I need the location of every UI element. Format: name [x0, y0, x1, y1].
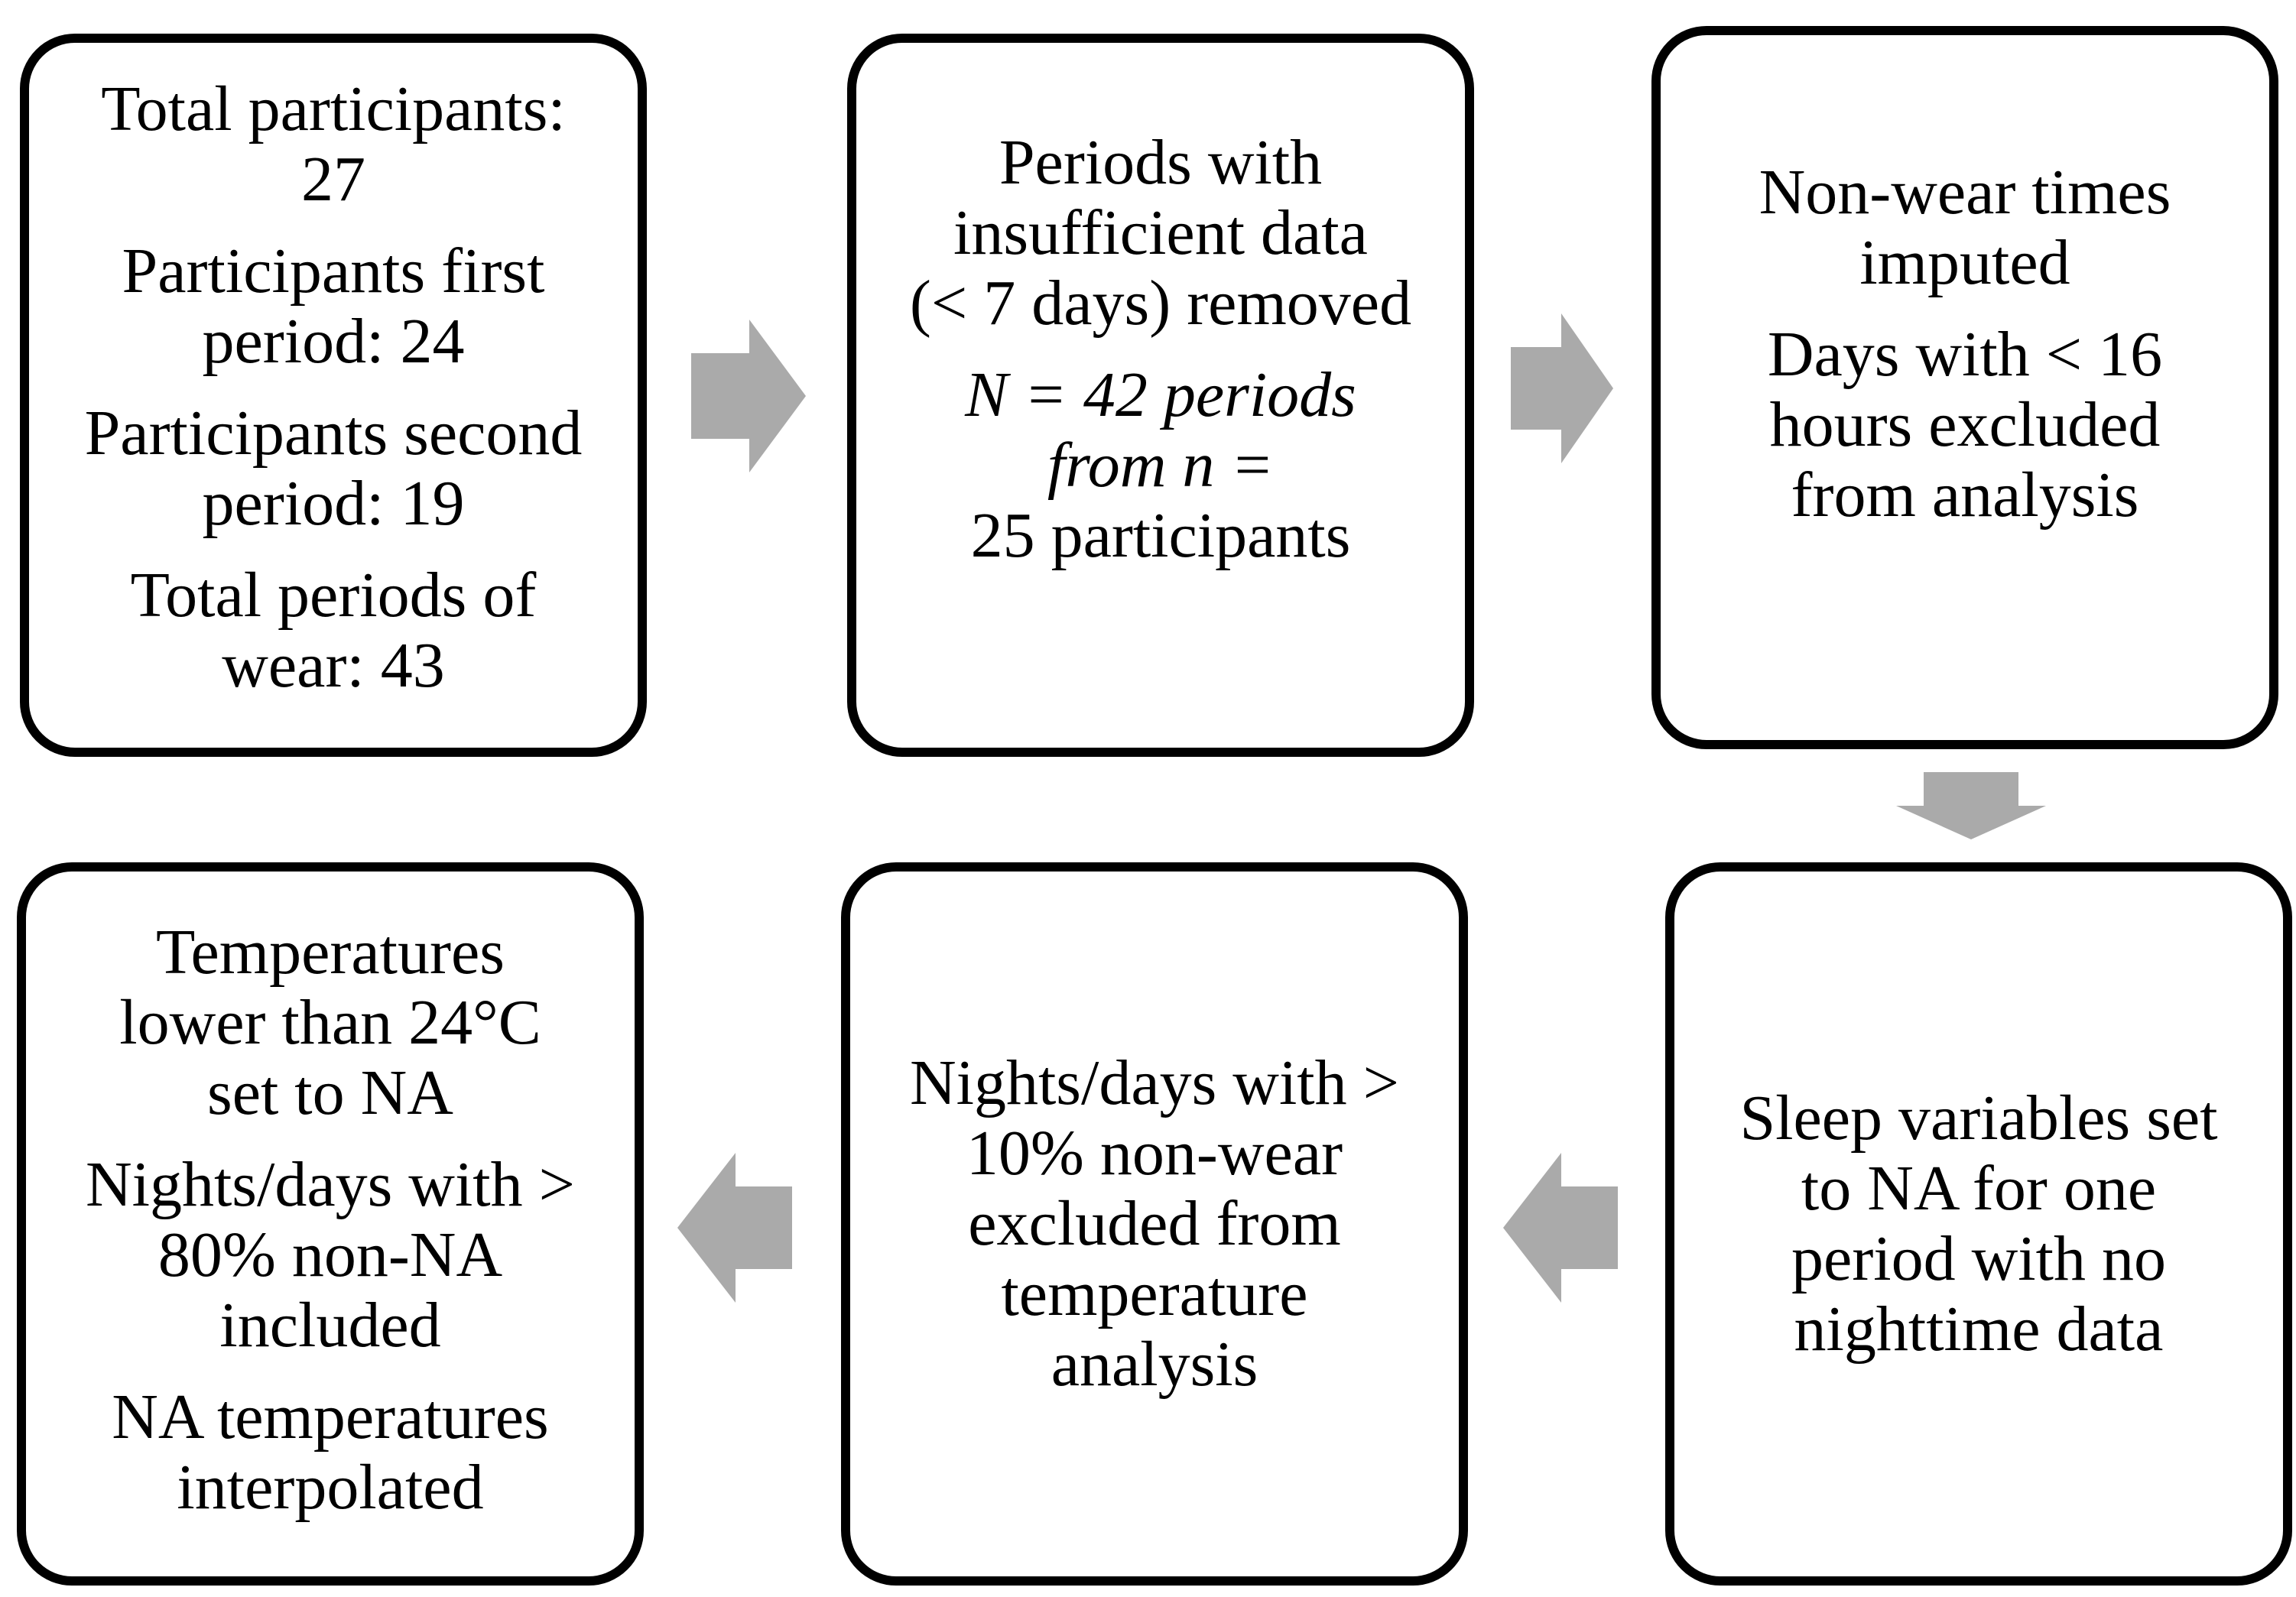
box-line: Nights/days with > — [85, 1149, 576, 1220]
box-line: 27 — [300, 144, 365, 215]
box-line: to NA for one — [1801, 1153, 2157, 1224]
box-line: Non-wear times — [1759, 157, 2171, 228]
para-period-counts — [965, 360, 1356, 571]
para-temperatures-threshold — [119, 917, 541, 1128]
box-line: Days with < 16 — [1767, 319, 2163, 390]
para-days-excluded — [1768, 320, 2162, 531]
box-line: wear: 43 — [222, 630, 445, 701]
box-line: set to NA — [207, 1057, 453, 1128]
box-line: analysis — [1051, 1329, 1258, 1400]
box-line: Participants first — [122, 235, 545, 307]
box-line: from analysis — [1791, 459, 2139, 531]
box-line: nighttime data — [1794, 1294, 2164, 1365]
box-line: Periods with — [999, 127, 1323, 198]
para-non-wear-imputed — [1759, 157, 2171, 298]
box-line: interpolated — [177, 1452, 484, 1523]
box-line: Total periods of — [130, 560, 537, 631]
box-line: (< 7 days) removed — [909, 268, 1412, 339]
box-line: temperature — [1001, 1258, 1308, 1329]
box-line: 10% non-wear — [966, 1118, 1343, 1189]
box-line: 80% non-NA — [158, 1219, 503, 1290]
arrow-left-icon — [1503, 1153, 1618, 1303]
para-first-period — [122, 236, 545, 377]
box-line: Sleep variables set — [1739, 1083, 2218, 1154]
box-line: N = 42 periods — [965, 359, 1356, 430]
box-line: hours excluded — [1769, 389, 2161, 460]
para-sleep-variables — [1739, 1083, 2217, 1365]
box-non-wear-excluded — [841, 862, 1468, 1586]
box-line: Participants second — [84, 398, 583, 469]
box-line: period with no — [1791, 1223, 2166, 1294]
box-line: imputed — [1859, 227, 2070, 298]
para-interpolated — [112, 1382, 548, 1523]
arrow-right-icon — [691, 320, 806, 472]
para-total-periods — [131, 560, 537, 701]
box-sleep-variables — [1665, 862, 2292, 1586]
para-non-na-included — [86, 1150, 575, 1361]
box-temperatures — [17, 862, 644, 1586]
box-line: Total participants: — [101, 73, 566, 144]
box-line: period: 19 — [202, 468, 465, 539]
para-second-period — [85, 398, 583, 539]
box-line: Nights/days with > — [909, 1047, 1400, 1118]
box-line: NA temperatures — [112, 1381, 549, 1453]
para-non-wear-excluded — [910, 1048, 1399, 1400]
box-insufficient-data — [847, 34, 1474, 757]
box-total-participants — [20, 34, 647, 757]
para-total-participants — [101, 74, 566, 215]
box-line: excluded from — [968, 1188, 1341, 1259]
box-line: lower than 24°C — [119, 987, 541, 1058]
box-line: Temperatures — [156, 917, 505, 988]
box-non-wear-imputed — [1651, 26, 2278, 749]
box-line: 25 participants — [970, 500, 1351, 571]
para-insufficient-data — [910, 128, 1411, 339]
arrow-right-icon — [1511, 313, 1613, 463]
box-line: period: 24 — [202, 306, 465, 377]
box-line: insufficient data — [953, 197, 1368, 268]
box-line: from n = — [1047, 430, 1275, 501]
arrow-down-icon — [1896, 772, 2046, 839]
arrow-left-icon — [677, 1153, 792, 1303]
box-line: included — [219, 1290, 441, 1361]
